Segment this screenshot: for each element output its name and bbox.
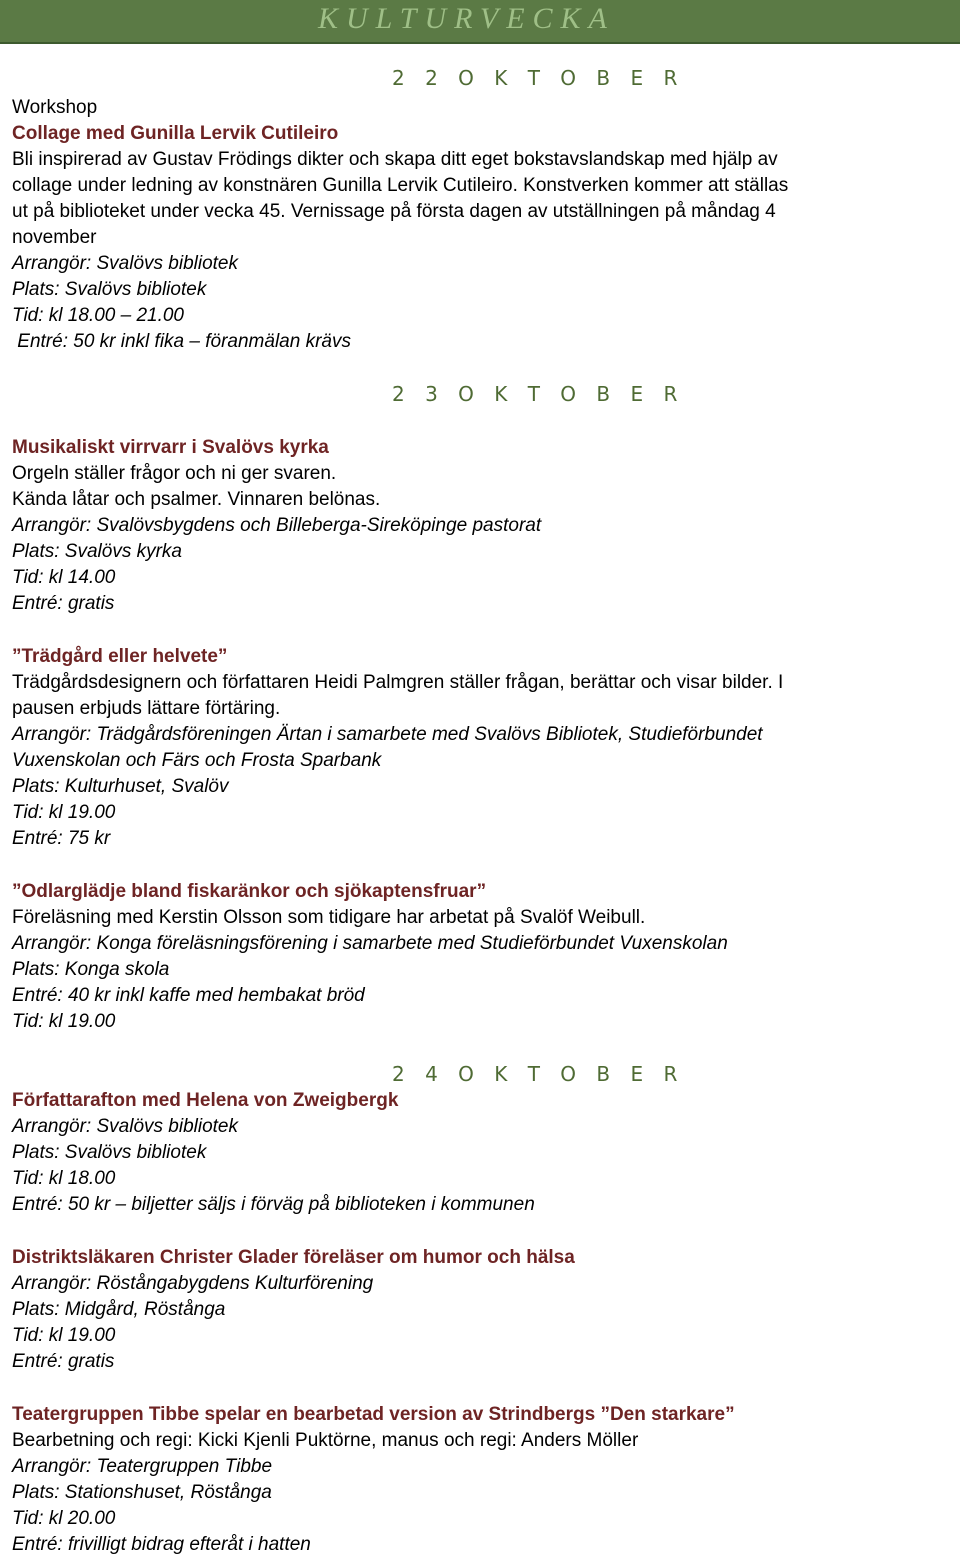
event-time: Tid: kl 19.00 [12, 802, 116, 823]
event-venue: Plats: Konga skola [12, 959, 170, 980]
event-time: Tid: kl 18.00 – 21.00 [12, 305, 185, 326]
event-organizer: Arrangör: Trädgårdsföreningen Ärtan i samarbete med Svalövs Bibliotek, Studieförbundet [12, 724, 763, 745]
event-description: Föreläsning med Kerstin Olsson som tidigare har arbetat på Svalöf Weibull. [12, 907, 646, 928]
date-heading: 2 3 O K T O B E R [392, 382, 685, 406]
event-organizer: Arrangör: Svalövs bibliotek [12, 1116, 238, 1137]
event-admission: Entré: 40 kr inkl kaffe med hembakat bröd [12, 985, 365, 1006]
event-title: Distriktsläkaren Christer Glader föreläser om humor och hälsa [12, 1247, 575, 1268]
event-description: Bearbetning och regi: Kicki Kjenli Puktörne, manus och regi: Anders Möller [12, 1430, 639, 1451]
event-title: Teatergruppen Tibbe spelar en bearbetad version av Strindbergs ”Den starkare” [12, 1404, 735, 1425]
event-admission: Entré: gratis [12, 1351, 115, 1372]
event-venue: Plats: Svalövs bibliotek [12, 1142, 207, 1163]
event-description: collage under ledning av konstnären Gunilla Lervik Cutileiro. Konstverken kommer att ställas [12, 175, 789, 196]
event-time: Tid: kl 19.00 [12, 1011, 116, 1032]
event-description: Orgeln ställer frågor och ni ger svaren. [12, 463, 337, 484]
event-description: pausen erbjuds lättare förtäring. [12, 698, 281, 719]
event-description: Kända låtar och psalmer. Vinnaren belönas. [12, 489, 381, 510]
event-venue: Plats: Midgård, Röstånga [12, 1299, 226, 1320]
event-admission: Entré: 50 kr – biljetter säljs i förväg på biblioteken i kommunen [12, 1194, 535, 1215]
event-venue: Plats: Svalövs kyrka [12, 541, 182, 562]
event-organizer: Arrangör: Svalövsbygdens och Billeberga-Sireköpinge pastorat [12, 515, 542, 536]
event-venue: Plats: Stationshuset, Röstånga [12, 1482, 272, 1503]
event-venue: Plats: Svalövs bibliotek [12, 279, 207, 300]
event-time: Tid: kl 19.00 [12, 1325, 116, 1346]
date-heading: 2 2 O K T O B E R [392, 66, 685, 90]
event-type: Workshop [12, 97, 98, 118]
event-time: Tid: kl 18.00 [12, 1168, 116, 1189]
event-time: Tid: kl 20.00 [12, 1508, 116, 1529]
event-time: Tid: kl 14.00 [12, 567, 116, 588]
date-heading: 2 4 O K T O B E R [392, 1062, 685, 1086]
event-title: Musikaliskt virrvarr i Svalövs kyrka [12, 437, 329, 458]
event-organizer: Arrangör: Teatergruppen Tibbe [12, 1456, 273, 1477]
event-organizer: Arrangör: Röstångabygdens Kulturförening [12, 1273, 374, 1294]
event-venue: Plats: Kulturhuset, Svalöv [12, 776, 229, 797]
event-title: Författarafton med Helena von Zweigbergk [12, 1090, 399, 1111]
event-admission: Entré: 75 kr [12, 828, 111, 849]
event-title: ”Trädgård eller helvete” [12, 646, 228, 667]
event-description: Trädgårdsdesignern och författaren Heidi Palmgren ställer frågan, berättar och visar bilder. I [12, 672, 784, 693]
event-organizer: Vuxenskolan och Färs och Frosta Sparbank [12, 750, 382, 771]
event-admission: Entré: gratis [12, 593, 115, 614]
event-description: ut på biblioteket under vecka 45. Vernissage på första dagen av utställningen på måndag 4 [12, 201, 776, 222]
event-description: Bli inspirerad av Gustav Frödings dikter och skapa ditt eget bokstavslandskap med hjälp av [12, 149, 778, 170]
event-title: Collage med Gunilla Lervik Cutileiro [12, 123, 339, 144]
header-banner [0, 0, 960, 44]
event-organizer: Arrangör: Konga föreläsningsförening i samarbete med Studieförbundet Vuxenskolan [12, 933, 728, 954]
event-organizer: Arrangör: Svalövs bibliotek [12, 253, 238, 274]
event-title: ”Odlarglädje bland fiskaränkor och sjökaptensfruar” [12, 881, 487, 902]
event-admission: Entré: frivilligt bidrag efteråt i hatten [12, 1534, 311, 1555]
event-admission: Entré: 50 kr inkl fika – föranmälan krävs [12, 331, 351, 352]
banner-title: KULTURVECKA [318, 2, 615, 35]
event-description: november [12, 227, 97, 248]
